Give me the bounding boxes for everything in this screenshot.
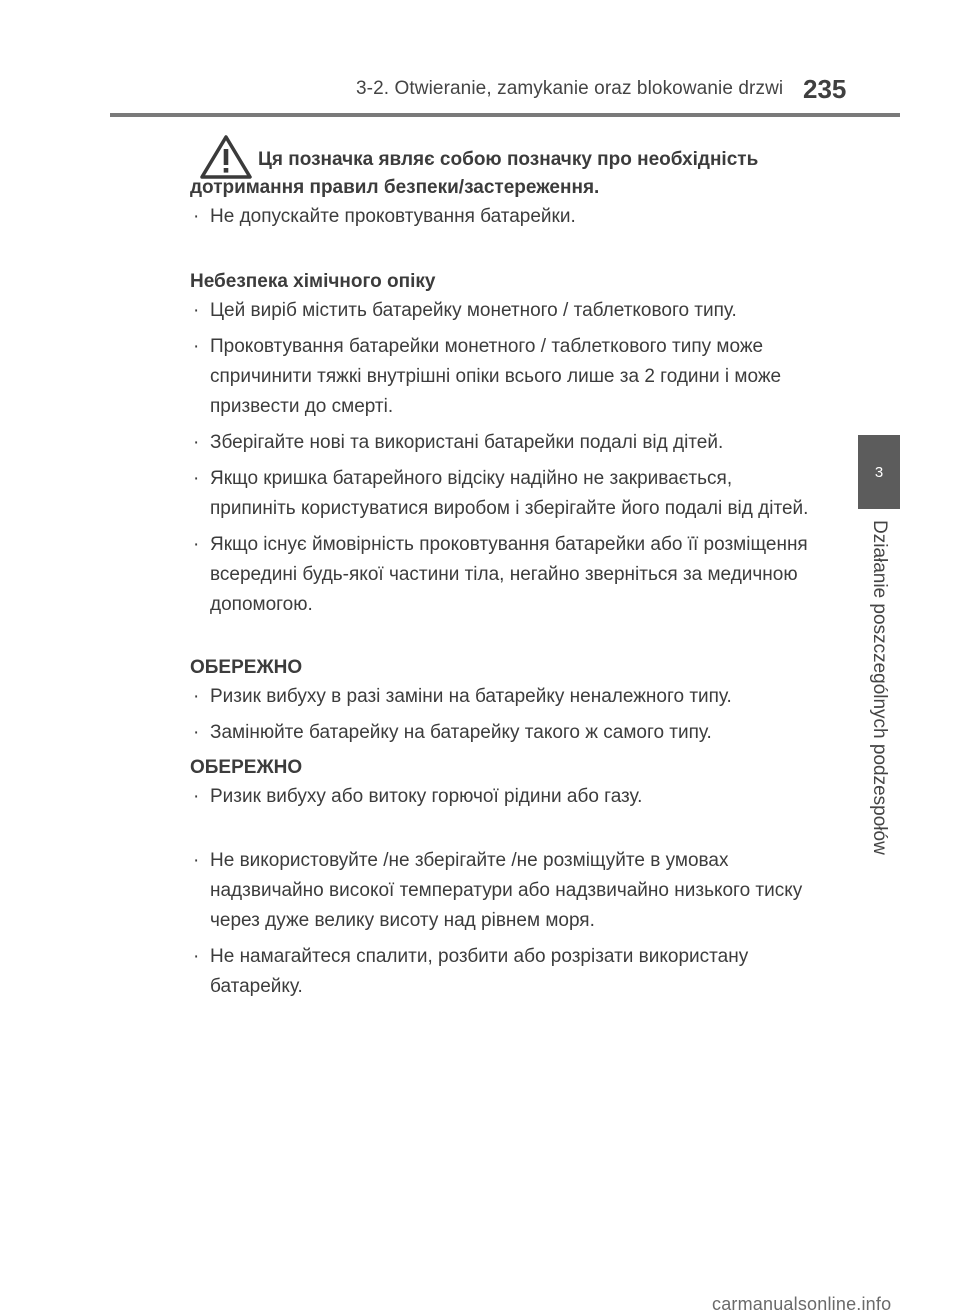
warning-lead-line-2: дотримання правил безпеки/застереження. — [190, 177, 600, 198]
list-item: · Замінюйте батарейку на батарейку такого ж самого типу. — [193, 722, 712, 743]
caution-heading: ОБЕРЕЖНО — [190, 757, 303, 778]
watermark: carmanualsonline.info — [712, 1294, 892, 1314]
list-item: · Зберігайте нові та використані батарейки подалі від дітей. — [193, 432, 724, 453]
list-item: · Ризик вибуху або витоку горючої рідини або газу. — [193, 786, 643, 807]
chemical-burn-list — [190, 296, 810, 620]
list-item: · Проковтування батарейки монетного / таблеткового типу може спричинити тяжкі внутрішні опіки всього лише за 2 години і може призвести до смерті. — [193, 336, 782, 417]
caution-list-2 — [190, 782, 810, 812]
list-item: · Цей виріб містить батарейку монетного / таблеткового типу. — [193, 300, 737, 321]
warning-lead-line-1: Ця позначка являє собою позначку про необхідність — [258, 149, 759, 170]
caution-list-1 — [190, 682, 810, 748]
bullet-marker: · — [193, 206, 200, 227]
list-item: · Якщо існує ймовірність проковтування батарейки або її розміщення всередині будь-якої частини тіла, негайно зверніться за медичною допомогою. — [193, 534, 808, 615]
caution-list-3 — [190, 846, 810, 1002]
chemical-burn-heading: Небезпека хімічного опіку — [190, 271, 436, 292]
chapter-tab[interactable] — [858, 435, 900, 509]
page-number: 235 — [803, 74, 847, 104]
document-body — [190, 140, 810, 1008]
caution-heading: ОБЕРЕЖНО — [190, 657, 303, 678]
list-item: · Якщо кришка батарейного відсіку надійно не закривається, припиніть користуватися виробом і зберігайте його подалі від дітей. — [193, 468, 809, 519]
warning-list — [190, 202, 810, 232]
list-item: · Не використовуйте /не зберігайте /не розміщуйте в умовах надзвичайно високої температури або надзвичайно низького тиску через дуже велику висоту над рівнем моря. — [193, 850, 803, 931]
list-item: · Не допускайте проковтування батарейки. — [190, 202, 810, 232]
list-item: · Ризик вибуху в разі заміни на батарейку неналежного типу. — [193, 686, 732, 707]
list-item: · Не намагайтеся спалити, розбити або розрізати використану батарейку. — [193, 946, 749, 997]
chapter-number: 3 — [874, 463, 884, 481]
header-divider — [110, 113, 900, 117]
section-title: 3-2. Otwieranie, zamykanie oraz blokowanie drzwi — [356, 78, 784, 99]
chapter-title: Działanie poszczególnych podzespołów — [869, 520, 890, 855]
